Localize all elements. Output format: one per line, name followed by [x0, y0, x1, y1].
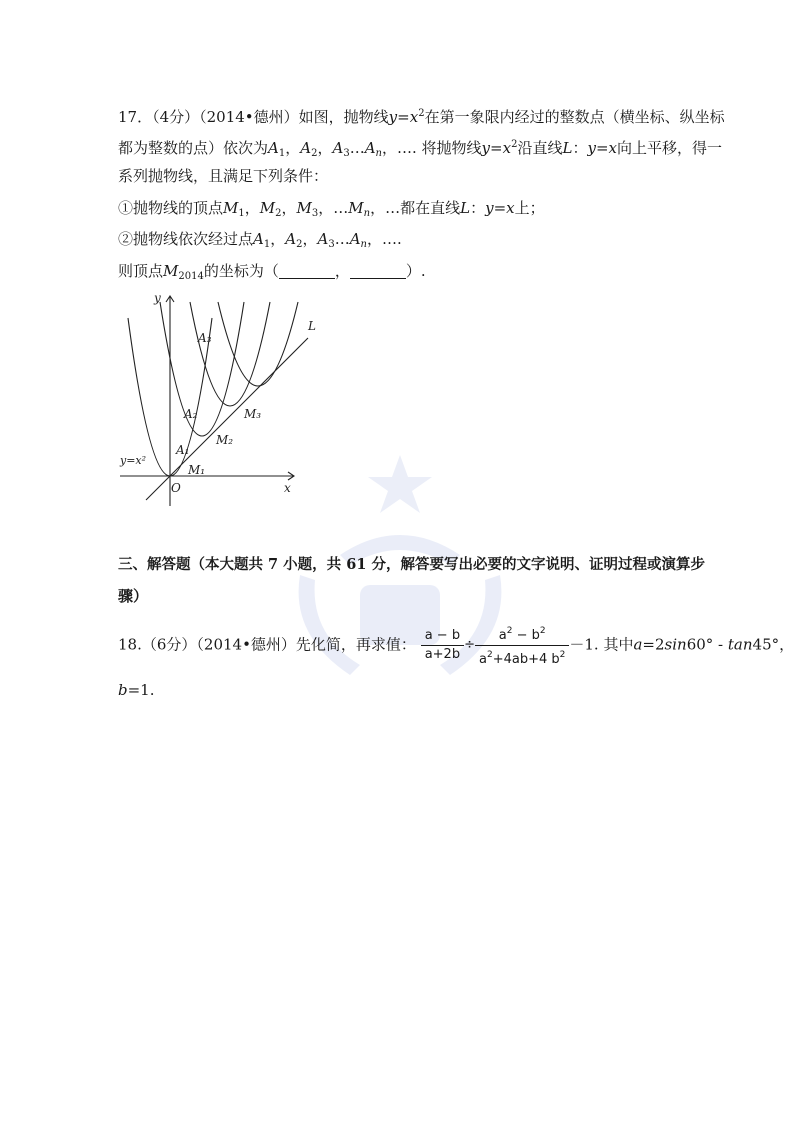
x-axis-label: x [284, 481, 291, 495]
q17-line-1: 17．（4分）（2014•德州）如图，抛物线$y=x^2$在第一象限内经过的整数点（横坐标、纵坐标 [118, 108, 725, 126]
q17-question: 则顶点$M_{2014}$的坐标为（ ， ）. [118, 262, 426, 282]
answer-blank-y[interactable] [350, 264, 406, 279]
fraction-2: $\frac{a^2 - b^2}{a^2+4ab+4 b^2}$ [475, 622, 569, 669]
A2-label: A₂ [184, 407, 198, 421]
origin-label: O [171, 481, 181, 495]
line-L-label: L [308, 319, 316, 333]
q18-line-1: 18.（6分）（2014•德州）先化简，再求值： $\frac{a - b}{a+2b}$ ÷ $\frac{a^2 - b^2}{a^2+4ab+4 b^2}$ －1. 其中a=2sin60° - tan45°， [118, 622, 794, 669]
parabola-figure [118, 288, 328, 508]
curve-label: y=x² [120, 454, 147, 467]
q17-line-2: 都为整数的点）依次为$A_1$，$A_2$，$A_3\dots A_n$，…. 将抛物线$y=x^2$沿直线L：y=x向上平移，得一 [118, 139, 722, 159]
M2-label: M₂ [216, 433, 234, 447]
parabola-2 [190, 302, 270, 406]
q17-line-3: 系列抛物线，且满足下列条件： [118, 167, 329, 185]
section-3-heading: 三、解答题（本大题共 7 小题，共 61 分，解答要写出必要的文字说明、证明过程或演算步 [118, 556, 705, 573]
parabola-1 [160, 302, 244, 436]
A1-label: A₁ [176, 443, 190, 457]
A3-label: A₃ [198, 331, 212, 345]
M1-label: M₁ [188, 463, 206, 477]
answer-blank-x[interactable] [279, 264, 335, 279]
y-axis-label: y [154, 291, 161, 305]
parabola-3 [218, 302, 298, 386]
M3-label: M₃ [244, 407, 262, 421]
q17-condition-1: ①抛物线的顶点$M_1$，$M_2$，$M_3$，$\dots M_n$，…都在直线L：y=x上； [118, 199, 545, 219]
fraction-1: $\frac{a - b}{a+2b}$ [421, 627, 464, 664]
q17-condition-2: ②抛物线依次经过点$A_1$，$A_2$，$A_3\dots A_n$，…. [118, 230, 402, 250]
q18-line-2: b=1. [118, 681, 155, 699]
section-3-heading-cont: 骤） [118, 587, 149, 605]
